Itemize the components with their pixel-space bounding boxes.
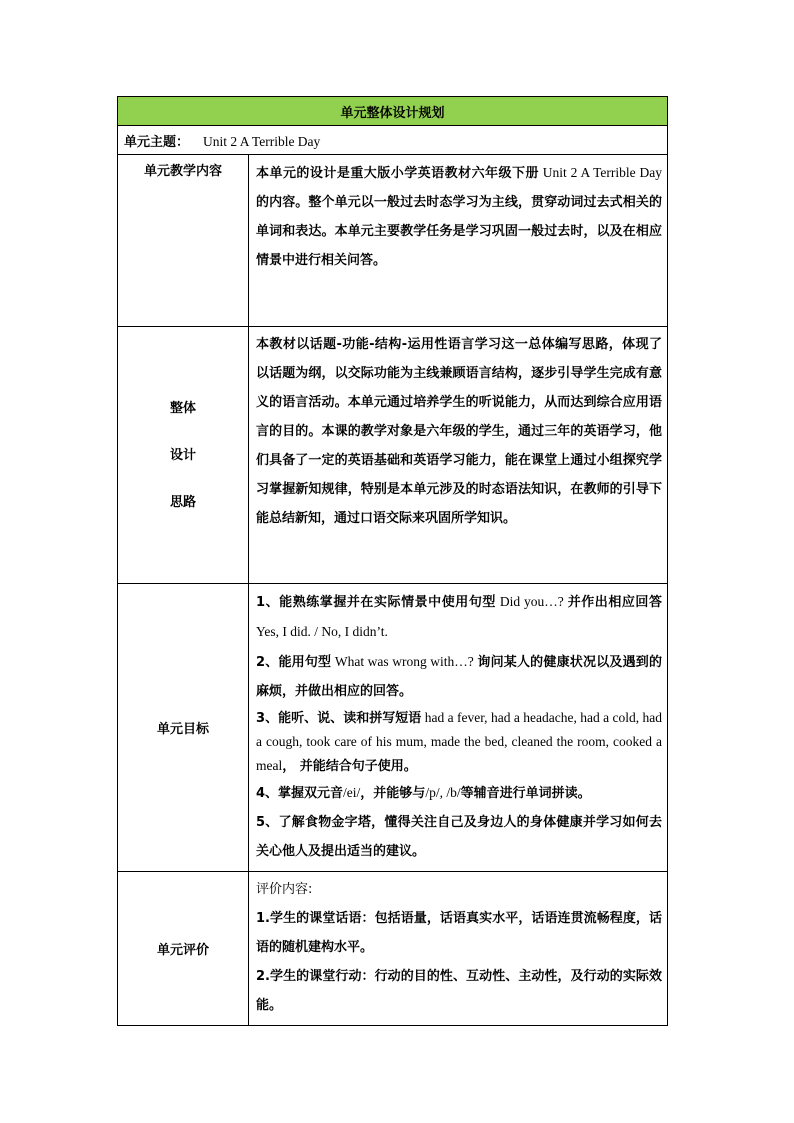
evaluation-text-cell	[249, 872, 668, 1026]
goal-2-en: What was wrong with…?	[331, 654, 478, 669]
table-title: 单元整体设计规划	[118, 97, 668, 126]
goal-2	[256, 647, 662, 706]
goal-4-post: 等辅音进行单词拼读。	[460, 786, 591, 801]
goal-3-pre: 3、能听、说、读和拼写短语	[256, 711, 422, 726]
content-text-en: Unit 2 A Terrible Day	[538, 165, 662, 180]
goal-1-pre: 1、能熟练掌握并在实际情景中使用句型	[256, 595, 496, 610]
design-label	[118, 385, 248, 526]
goal-1-en2: Yes, I did. / No, I didn’t.	[256, 624, 388, 639]
goal-1-en: Did you…?	[495, 594, 568, 609]
goal-1-mid: 并作出相应回答	[567, 595, 662, 610]
unit-theme-row	[118, 126, 668, 155]
design-label-cell	[118, 327, 249, 584]
content-text-post: 的内容。整个单元以一般过去时态学习为主线，贯穿动词过去式相关的单词和表达。本单元主要教学任务是学习巩固一般过去时，以及在相应情景中进行相关问答。	[256, 195, 662, 268]
content-label-cell	[118, 155, 249, 327]
unit-theme-value: Unit 2 A Terrible Day	[203, 133, 321, 149]
goal-4-mid: ，并能够与	[360, 786, 426, 801]
goal-4-pre: 4、掌握双元音	[256, 786, 344, 801]
content-text-pre: 本单元的设计是重大版小学英语教材六年级下册	[256, 166, 539, 181]
evaluation-label: 单元评价	[156, 943, 209, 958]
design-label-line-1: 整体	[169, 400, 196, 416]
content-text-cell	[249, 155, 668, 327]
goals-text-cell	[249, 584, 668, 872]
goals-label-cell	[118, 584, 249, 872]
evaluation-item-2: 2.学生的课堂行动：行动的目的性、互动性、主动性，及行动的实际效能。	[256, 969, 662, 1013]
design-label-line-3: 思路	[169, 494, 196, 510]
goals-label: 单元目标	[156, 722, 209, 737]
evaluation-intro: 评价内容:	[256, 882, 313, 897]
goal-3-post: ， 并能结合句子使用。	[282, 759, 417, 774]
goal-3	[256, 706, 662, 778]
evaluation-label-cell	[118, 872, 249, 1026]
design-label-line-2: 设计	[169, 447, 196, 463]
content-label: 单元教学内容	[143, 164, 222, 179]
goal-2-pre: 2、能用句型	[256, 655, 332, 670]
goal-4-en2: /p/, /b/	[425, 785, 461, 800]
goal-4-en1: /ei/	[343, 785, 361, 800]
goal-1	[256, 587, 662, 647]
unit-plan-table	[117, 96, 668, 1026]
goal-5: 5、了解食物金字塔，懂得关注自己及身边人的身体健康并学习如何去关心他人及提出适当的建议。	[256, 815, 662, 859]
unit-theme-label: 单元主题：	[124, 134, 190, 150]
goal-4	[256, 778, 662, 808]
design-text-cell: 本教材以话题-功能-结构-运用性语言学习这一总体编写思路，体现了以话题为纲，以交际功能为主线兼顾语言结构，逐步引导学生完成有意义的语言活动。本单元通过培养学生的听说能力，从而达到综合应用语言的目的。本课的教学对象是六年级的学生，通过三年的英语学习，他们具备了一定的英语基础和英语学习能力，能在课堂上通过小组探究学习掌握新知规律，特别是本单元涉及的时态语法知识，在教师的引导下能总结新知，通过口语交际来巩固所学知识。	[249, 327, 668, 584]
evaluation-item-1: 1.学生的课堂话语：包括语量，话语真实水平，话语连贯流畅程度，话语的随机建构水平。	[256, 911, 662, 955]
goal-2-post: 询问某人的健康状况以及遇到的麻烦，并做出相应的回答。	[256, 655, 662, 699]
goal-3-en: had a fever, had a headache, had a cold, had a cough, took care of his mum, made the bed, cleaned the room, cooked a meal	[256, 710, 662, 773]
